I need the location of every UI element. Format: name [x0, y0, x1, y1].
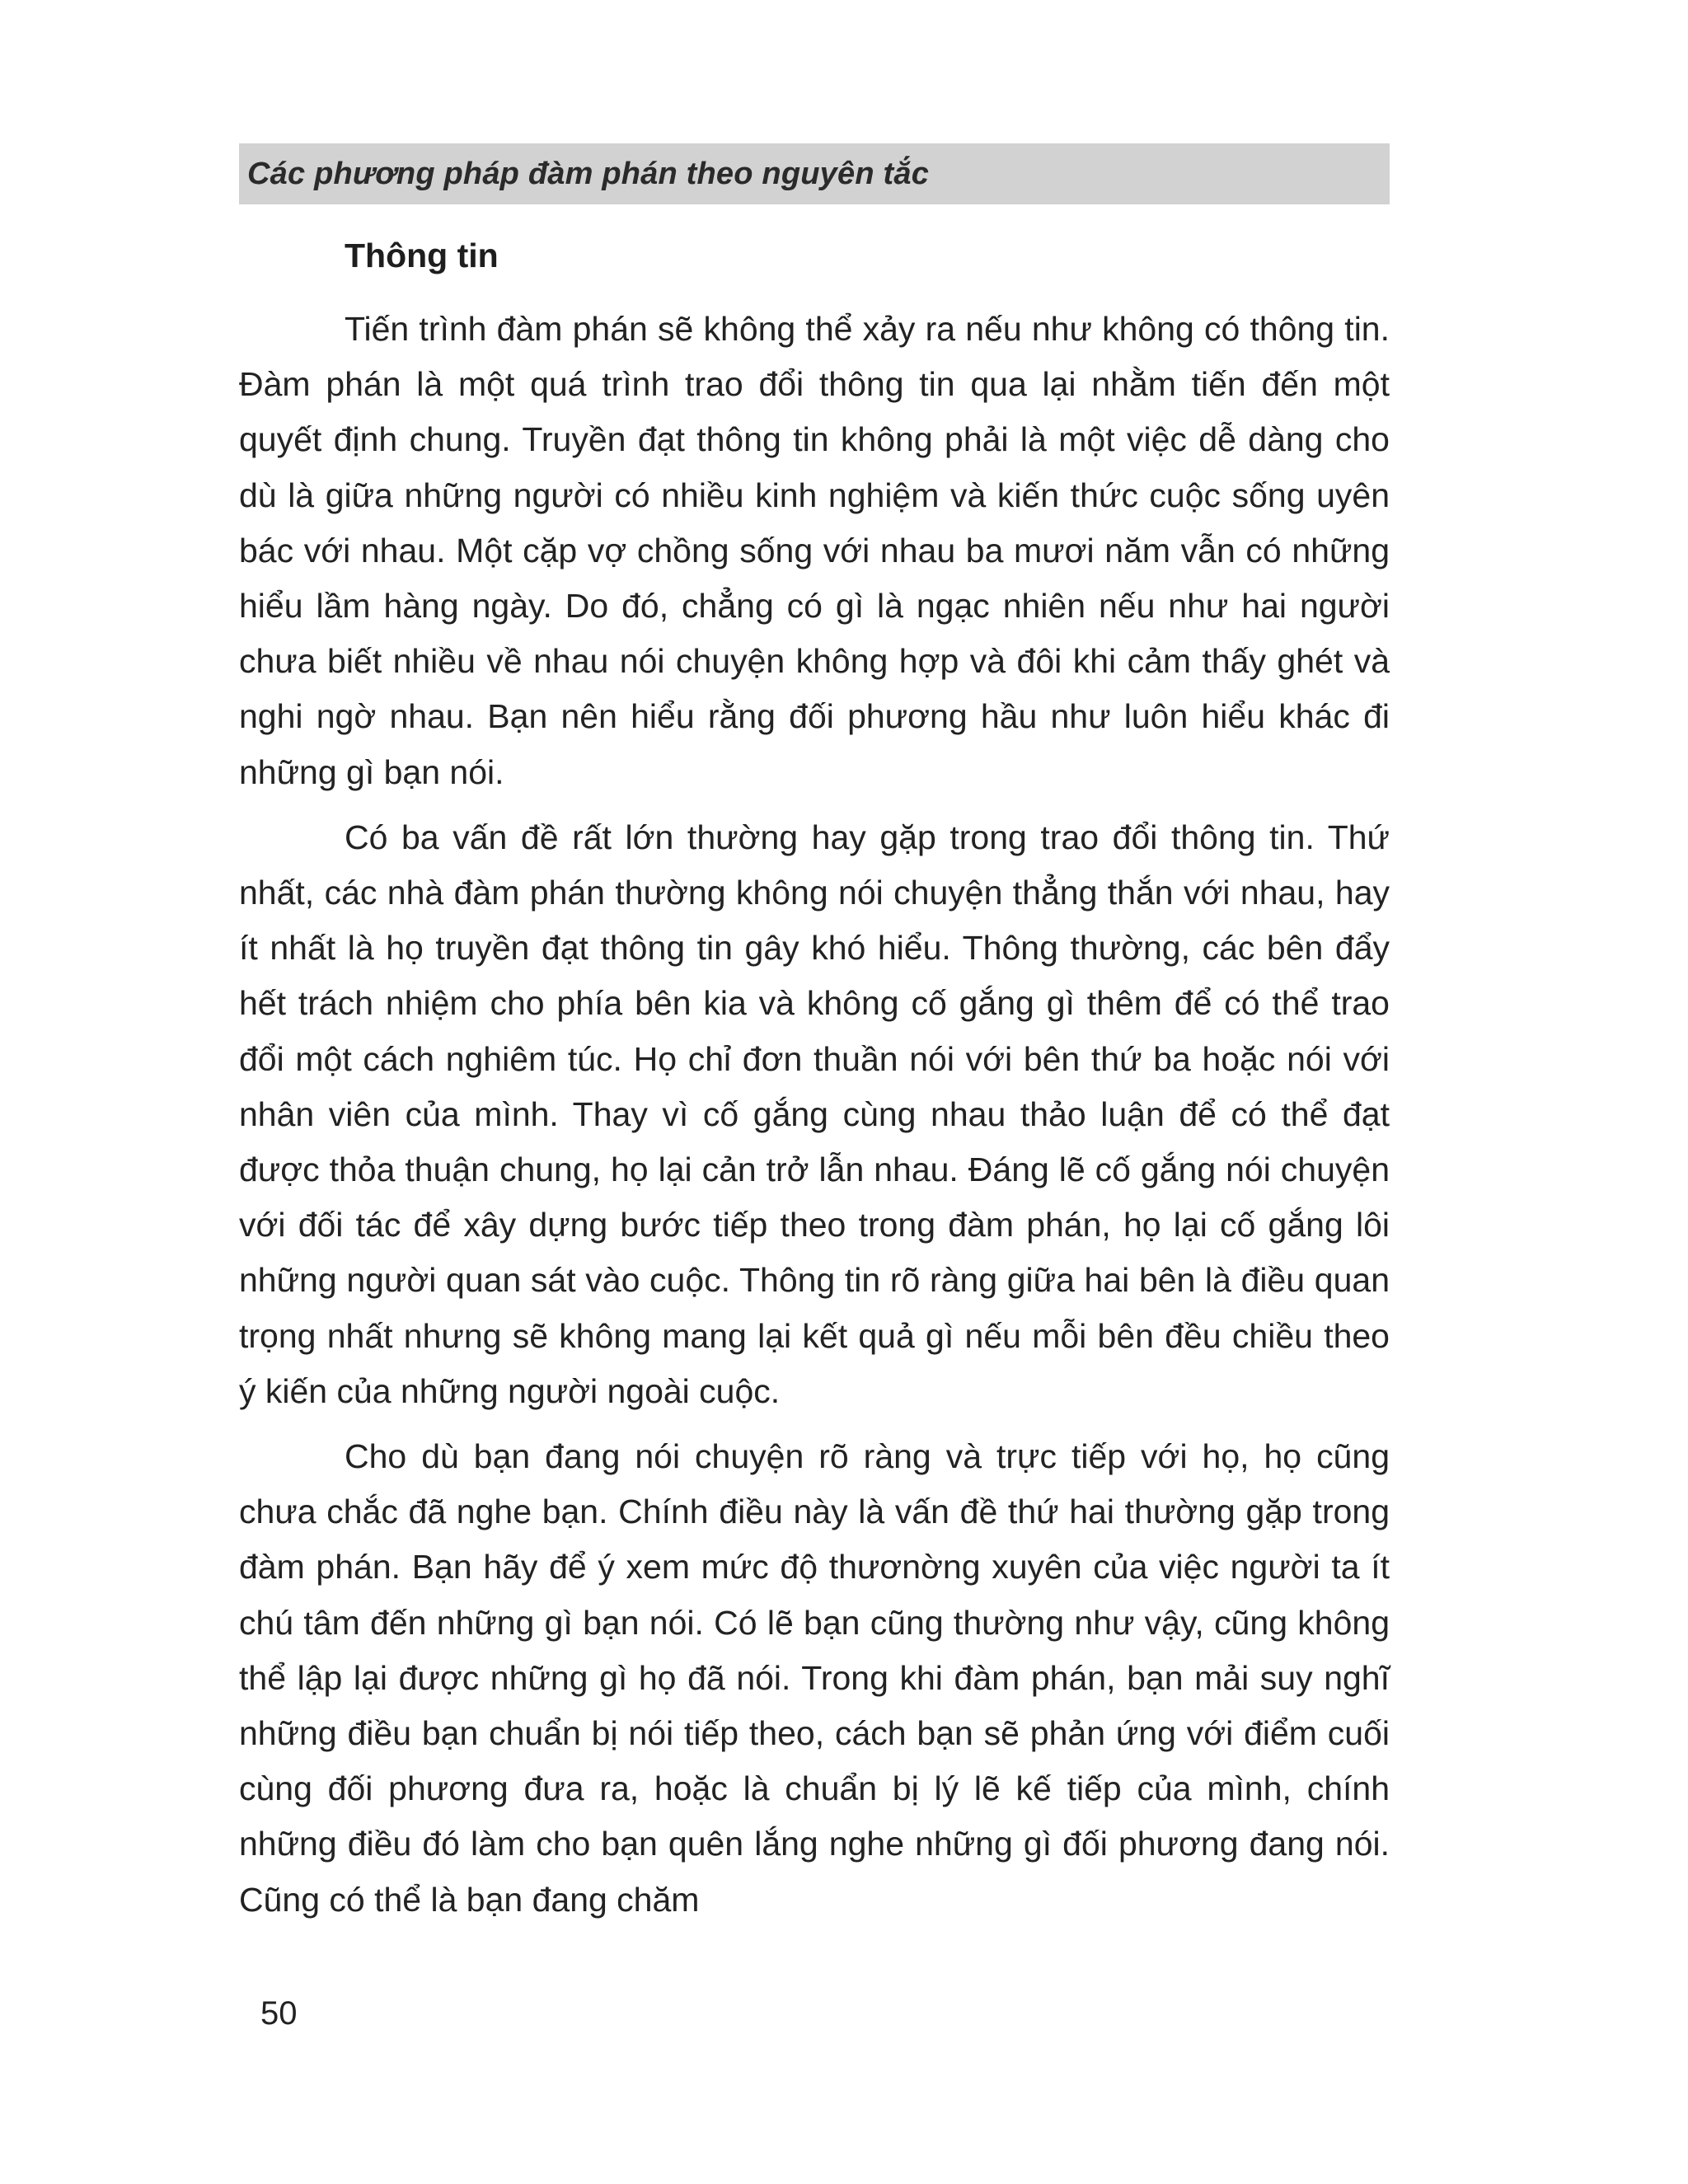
running-header-title: Các phương pháp đàm phán theo nguyên tắc — [247, 156, 930, 191]
body-text — [239, 302, 1390, 1928]
page-number: 50 — [260, 1995, 298, 2032]
paragraph: Tiến trình đàm phán sẽ không thể xảy ra nếu như không có thông tin. Đàm phán là một quá trình trao đổi thông tin qua lại nhằm tiến đến một quyết định chung. Truyền đạt thông tin không phải là một việc dễ dàng cho dù là giữa những người có nhiều kinh nghiệm và kiến thức cuộc sống uyên bác với nhau. Một cặp vợ chồng sống với nhau ba mươi năm vẫn có những hiểu lầm hàng ngày. Do đó, chẳng có gì là ngạc nhiên nếu như hai người chưa biết nhiều về nhau nói chuyện không hợp và đôi khi cảm thấy ghét và nghi ngờ nhau. Bạn nên hiểu rằng đối phương hầu như luôn hiểu khác đi những gì bạn nói. — [239, 310, 1390, 791]
running-header — [239, 143, 1390, 204]
paragraph: Có ba vấn đề rất lớn thường hay gặp trong trao đổi thông tin. Thứ nhất, các nhà đàm phán thường không nói chuyện thẳng thắn với nhau, hay ít nhất là họ truyền đạt thông tin gây khó hiểu. Thông thường, các bên đẩy hết trách nhiệm cho phía bên kia và không cố gắng gì thêm để có thể trao đổi một cách nghiêm túc. Họ chỉ đơn thuần nói với bên thứ ba hoặc nói với nhân viên của mình. Thay vì cố gắng cùng nhau thảo luận để có thể đạt được thỏa thuận chung, họ lại cản trở lẫn nhau. Đáng lẽ cố gắng nói chuyện với đối tác để xây dựng bước tiếp theo trong đàm phán, họ lại cố gắng lôi những người quan sát vào cuộc. Thông tin rõ ràng giữa hai bên là điều quan trọng nhất nhưng sẽ không mang lại kết quả gì nếu mỗi bên đều chiều theo ý kiến của những người ngoài cuộc. — [239, 818, 1390, 1410]
section-title: Thông tin — [345, 237, 499, 274]
paragraph: Cho dù bạn đang nói chuyện rõ ràng và trực tiếp với họ, họ cũng chưa chắc đã nghe bạn. Chính điều này là vấn đề thứ hai thường gặp trong đàm phán. Bạn hãy để ý xem mức độ thươnờng xuyên của việc người ta ít chú tâm đến những gì bạn nói. Có lẽ bạn cũng thường như vậy, cũng không thể lập lại được những gì họ đã nói. Trong khi đàm phán, bạn mải suy nghĩ những điều bạn chuẩn bị nói tiếp theo, cách bạn sẽ phản ứng với điểm cuối cùng đối phương đưa ra, hoặc là chuẩn bị lý lẽ kế tiếp của mình, chính những điều đó làm cho bạn quên lắng nghe những gì đối phương đang nói. Cũng có thể là bạn đang chăm — [239, 1437, 1390, 1919]
